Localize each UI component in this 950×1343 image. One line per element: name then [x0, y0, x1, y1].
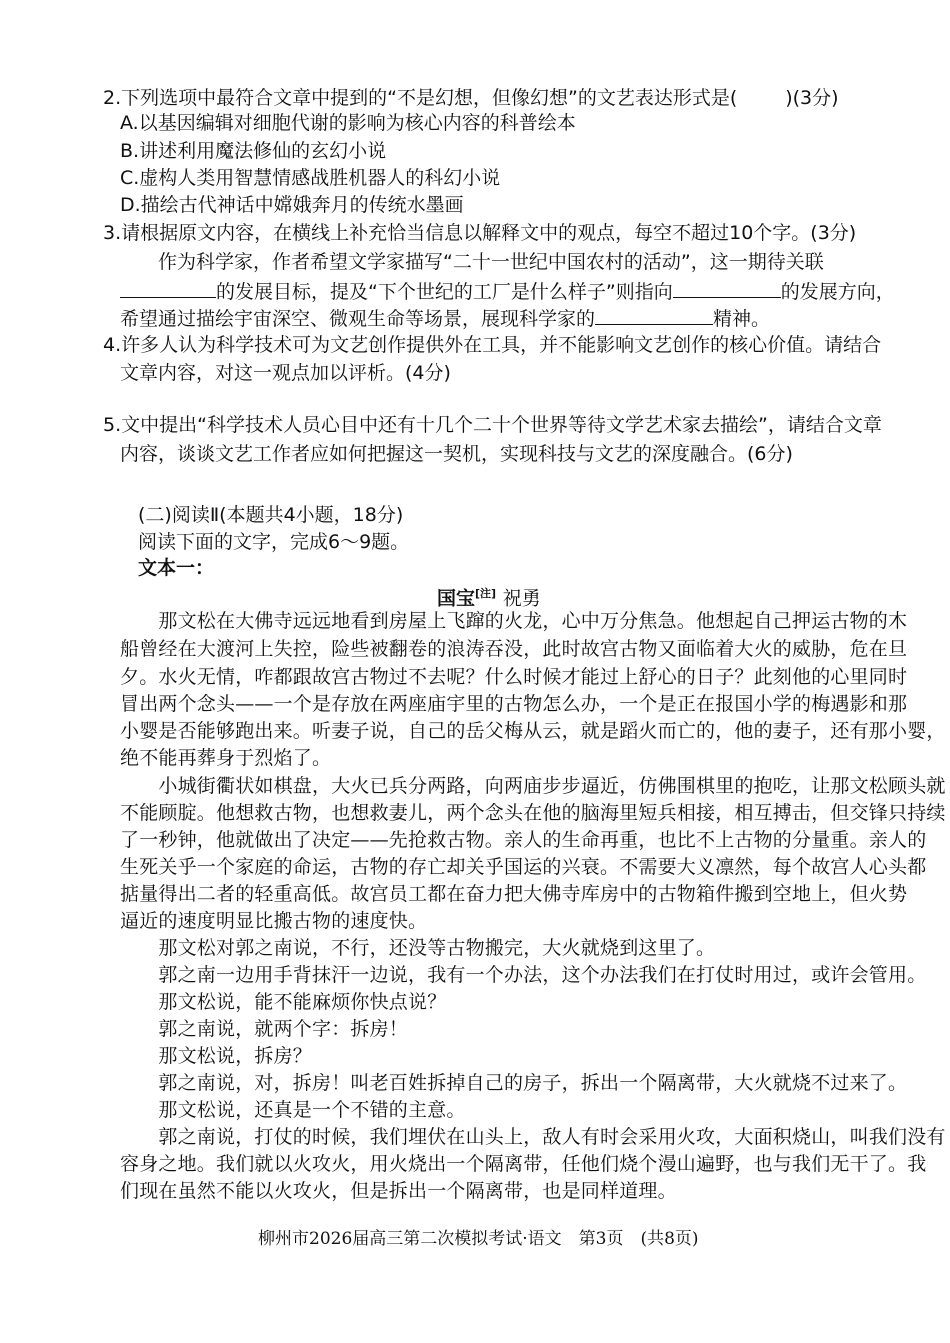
q3-paragraph-line-1: 作为科学家，作者希望文学家描写“二十一世纪中国农村的活动”，这一期待关联 — [158, 251, 824, 273]
story-line: 郭之南说，对，拆房！叫老百姓拆掉自己的房子，拆出一个隔离带，大火就烧不过来了。 — [120, 1072, 908, 1094]
q5-line-1: 5.文中提出“科学技术人员心目中还有十几个二十个世界等待文学艺术家去描绘”，请结合文章 — [103, 414, 882, 436]
answer-blank-1[interactable] — [120, 279, 216, 298]
q2-option-b: B.讲述利用魔法修仙的玄幻小说 — [120, 140, 387, 162]
story-line: 那文松对郭之南说，不行，还没等古物搬完，大火就烧到这里了。 — [120, 937, 716, 959]
section-heading: (二)阅读Ⅱ(本题共4小题，18分) — [138, 504, 404, 526]
footnote-marker: [注] — [475, 587, 497, 600]
page-footer: 柳州市2026届高三第二次模拟考试·语文 第3页 (共8页) — [258, 1229, 699, 1249]
q2-option-a: A.以基因编辑对细胞代谢的影响为核心内容的科普绘本 — [120, 112, 576, 134]
story-line: 逼近的速度明显比搬古物的速度快。 — [120, 910, 428, 932]
q2-option-d: D.描绘古代神话中嫦娥奔月的传统水墨画 — [120, 194, 464, 216]
story-line: 生死关乎一个家庭的命运，古物的存亡却关乎国运的兴衰。不需要大义凛然，每个故宫人心头都 — [120, 856, 927, 878]
q2-option-c: C.虚构人类用智慧情感战胜机器人的科幻小说 — [120, 167, 501, 189]
story-line: 小城街衢状如棋盘，大火已兵分两路，向两庙步步逼近，仿佛围棋里的抱吃，让那文松顾头就 — [120, 775, 946, 797]
q3-paragraph-line-2: 的发展目标，提及“下个世纪的工厂是什么样子”则指向 的发展方向， — [120, 279, 895, 304]
story-line: 不能顾腚。他想救古物，也想救妻儿，两个念头在他的脑海里短兵相接，相互搏击，但交锋只持续 — [120, 802, 946, 824]
story-line: 容身之地。我们就以火攻火，用火烧出一个隔离带，任他们烧个漫山遍野，也与我们无干了。我 — [120, 1153, 927, 1175]
story-line: 那文松说，拆房？ — [120, 1045, 313, 1067]
q3-stem: 3.请根据原文内容，在横线上补充恰当信息以解释文中的观点，每空不超过10个字。(3分) — [103, 222, 857, 244]
story-line: 冒出两个念头——一个是存放在两座庙宇里的古物怎么办，一个是正在报国小学的梅遇影和那 — [120, 693, 908, 715]
q2-stem: 2.下列选项中最符合文章中提到的“不是幻想，但像幻想”的文艺表达形式是( )(3分) — [103, 87, 839, 109]
q5-line-2: 内容，谈谈文艺工作者应如何把握这一契机，实现科技与文艺的深度融合。(6分) — [120, 443, 793, 465]
story-line: 掂量得出二者的轻重高低。故宫员工都在奋力把大佛寺库房中的古物箱件搬到空地上，但火势 — [120, 883, 908, 905]
story-line: 郭之南说，打仗的时候，我们埋伏在山头上，敌人有时会采用火攻，大面积烧山，叫我们没有 — [120, 1126, 946, 1148]
story-line: 那文松说，还真是一个不错的主意。 — [120, 1099, 466, 1121]
story-line: 那文松说，能不能麻烦你快点说？ — [120, 991, 447, 1013]
story-line: 了一秒钟，他就做出了决定——先抢救古物。亲人的生命再重，也比不上古物的分量重。亲人的 — [120, 829, 927, 851]
answer-blank-3[interactable] — [595, 306, 713, 325]
story-line: 郭之南一边用手背抹汗一边说，我有一个办法，这个办法我们在打仗时用过，或许会管用。 — [120, 964, 927, 986]
story-line: 郭之南说，就两个字：拆房！ — [120, 1018, 409, 1040]
section-instruction: 阅读下面的文字，完成6～9题。 — [138, 531, 410, 553]
story-line: 那文松在大佛寺远远地看到房屋上飞蹿的火龙，心中万分焦急。他想起自己押运古物的木 — [120, 610, 908, 632]
story-line: 绝不能再葬身于烈焰了。 — [120, 747, 332, 769]
story-title: 国宝[注] 祝勇 — [437, 587, 541, 610]
q4-line-2: 文章内容，对这一观点加以评析。(4分) — [120, 362, 451, 384]
answer-blank-2[interactable] — [673, 279, 781, 298]
q3-paragraph-line-3: 希望通过描绘宇宙深空、微观生命等场景，展现科学家的 精神。 — [120, 308, 771, 330]
q4-line-1: 4.许多人认为科学技术可为文艺创作提供外在工具，并不能影响文艺创作的核心价值。请结合 — [103, 334, 882, 356]
story-line: 船曾经在大渡河上失控，险些被翻卷的浪涛吞没，此时故宫古物又面临着大火的威胁，危在旦 — [120, 638, 908, 660]
text-label: 文本一： — [138, 557, 215, 579]
story-line: 夕。水火无情，咋都跟故宫古物过不去呢？什么时候才能过上舒心的日子？此刻他的心里同时 — [120, 666, 908, 688]
story-line: 们现在虽然不能以火攻火，但是拆出一个隔离带，也是同样道理。 — [120, 1180, 677, 1202]
story-line: 小婴是否能够跑出来。听妻子说，自己的岳父梅从云，就是蹈火而亡的，他的妻子，还有那小婴， — [120, 720, 946, 742]
